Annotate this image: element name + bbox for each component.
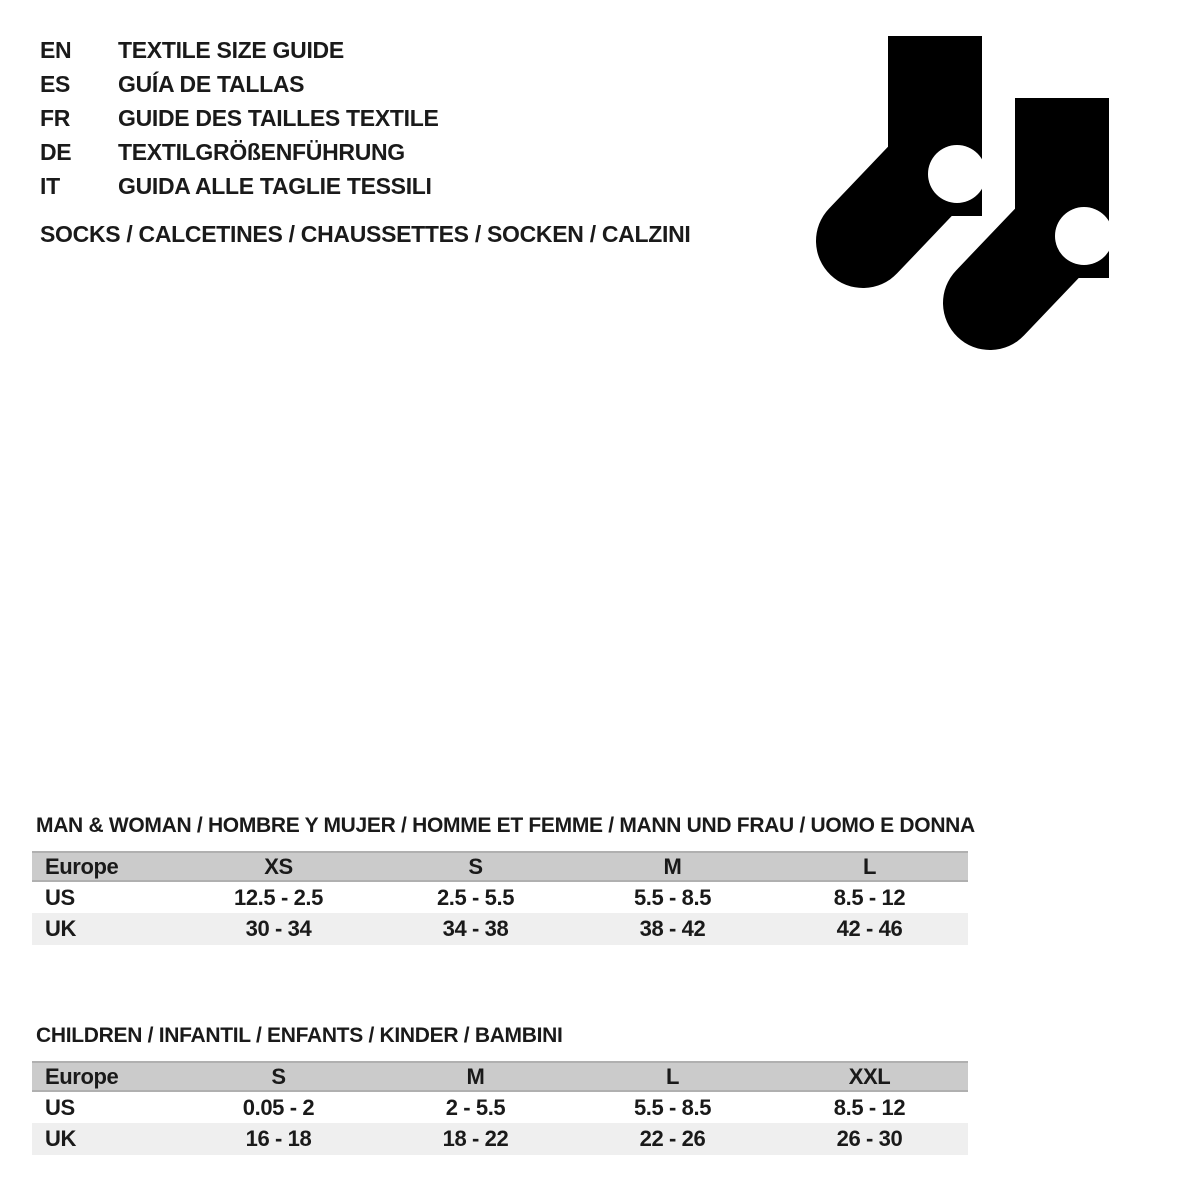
language-code: ES — [40, 70, 71, 97]
size-cell: 5.5 - 8.5 — [633, 1094, 712, 1120]
table-row-uk — [32, 913, 968, 945]
size-cell: 38 - 42 — [639, 916, 706, 941]
column-header-size: L — [771, 852, 968, 881]
size-cell: 8.5 - 12 — [833, 884, 906, 910]
row-label: UK — [45, 916, 76, 941]
language-row — [40, 101, 439, 135]
language-label: GUIDE DES TAILLES TEXTILE — [118, 104, 439, 131]
column-header-size: M — [574, 852, 771, 881]
column-header-size: S — [180, 1062, 377, 1091]
adults-table-title: MAN & WOMAN / HOMBRE Y MUJER / HOMME ET FEMME / MANN UND FRAU / UOMO E DONNA — [36, 814, 975, 837]
column-header-size: M — [377, 1062, 574, 1091]
size-cell: 42 - 46 — [836, 916, 903, 941]
adults-size-table — [32, 851, 968, 945]
size-cell: 22 - 26 — [639, 1126, 706, 1151]
adults-header-row — [32, 852, 968, 881]
size-cell: 12.5 - 2.5 — [234, 884, 323, 910]
sock-right-shape — [990, 98, 1113, 303]
language-row — [40, 169, 439, 203]
size-cell: 8.5 - 12 — [833, 1094, 906, 1120]
row-label: UK — [45, 1126, 76, 1151]
language-row — [40, 135, 439, 169]
size-cell: 26 - 30 — [836, 1126, 903, 1151]
size-cell: 30 - 34 — [245, 916, 312, 941]
children-header-row — [32, 1062, 968, 1091]
column-header-size: XXL — [771, 1062, 968, 1091]
children-table-title: CHILDREN / INFANTIL / ENFANTS / KINDER / BAMBINI — [36, 1024, 563, 1047]
column-header-region: Europe — [32, 852, 180, 881]
language-code: DE — [40, 138, 72, 165]
language-label: TEXTILE SIZE GUIDE — [118, 36, 344, 63]
table-row-us — [32, 1091, 968, 1123]
language-code: IT — [40, 172, 60, 199]
children-size-table — [32, 1061, 968, 1155]
column-header-size: XS — [180, 852, 377, 881]
language-row — [40, 33, 439, 67]
language-label: TEXTILGRÖßENFÜHRUNG — [118, 138, 405, 165]
size-cell: 5.5 - 8.5 — [633, 884, 712, 910]
adults-size-section — [32, 814, 975, 945]
language-label: GUIDA ALLE TAGLIE TESSILI — [118, 172, 432, 199]
sock-left-shape — [863, 36, 986, 241]
language-code: EN — [40, 36, 72, 63]
socks-icon — [813, 36, 1113, 354]
size-cell: 2.5 - 5.5 — [436, 884, 515, 910]
language-code: FR — [40, 104, 71, 131]
column-header-size: S — [377, 852, 574, 881]
size-cell: 18 - 22 — [442, 1126, 509, 1151]
column-header-size: L — [574, 1062, 771, 1091]
category-title: SOCKS / CALCETINES / CHAUSSETTES / SOCKEN / CALZINI — [40, 221, 691, 247]
size-cell: 34 - 38 — [442, 916, 509, 941]
table-row-us — [32, 881, 968, 913]
table-row-uk — [32, 1123, 968, 1155]
row-label: US — [45, 884, 75, 910]
size-cell: 2 - 5.5 — [445, 1094, 506, 1120]
language-list — [40, 33, 439, 203]
column-header-region: Europe — [32, 1062, 180, 1091]
children-size-section — [32, 1024, 968, 1155]
row-label: US — [45, 1094, 75, 1120]
language-label: GUÍA DE TALLAS — [118, 70, 305, 97]
language-row — [40, 67, 439, 101]
size-cell: 0.05 - 2 — [242, 1094, 315, 1120]
size-cell: 16 - 18 — [245, 1126, 312, 1151]
